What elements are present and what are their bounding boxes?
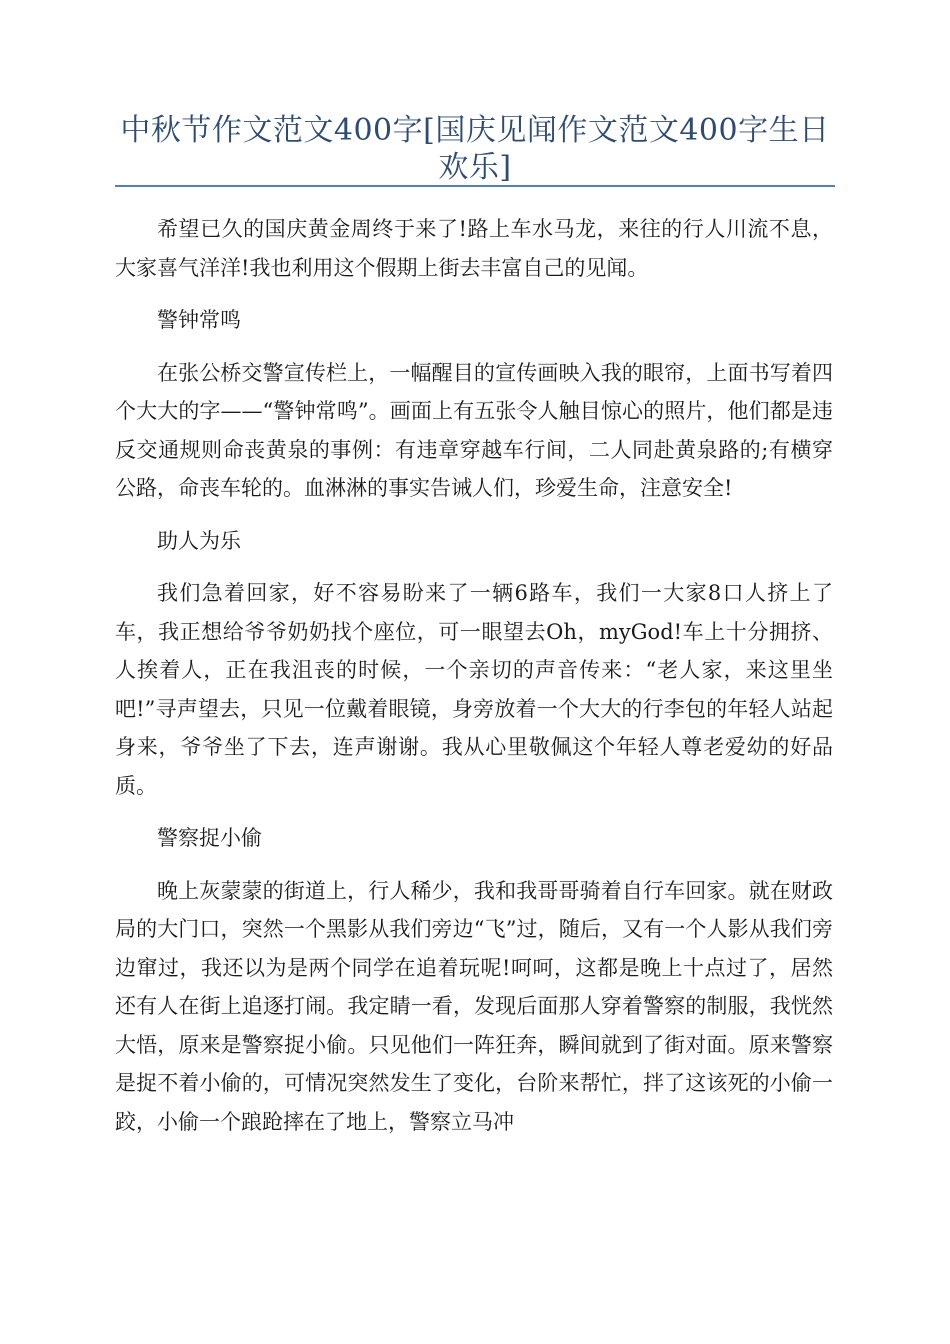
document-title: 中秋节作文范文400字[国庆见闻作文范文400字生日欢乐] [120, 113, 830, 185]
section-heading-police: 警察捉小偷 [157, 826, 262, 850]
paragraph-alarm: 在张公桥交警宣传栏上，一幅醒目的宣传画映入我的眼帘，上面书写着四个大大的字——“警钟常鸣”。画面上有五张令人触目惊心的照片，他们都是违反交通规则命丧黄泉的事例：有违章穿越车行间，二人同赴黄泉路的;有横穿公路，命丧车轮的。血淋淋的事实告诫人们，珍爱生命，注意安全! [115, 360, 833, 500]
section-heading-alarm: 警钟常鸣 [157, 308, 241, 332]
document-body [115, 210, 833, 1155]
title-underline [115, 185, 835, 187]
paragraph-intro: 希望已久的国庆黄金周终于来了!路上车水马龙，来往的行人川流不息，大家喜气洋洋!我也利用这个假期上街去丰富自己的见闻。 [115, 217, 833, 280]
paragraph-helping: 我们急着回家，好不容易盼来了一辆6路车，我们一大家8口人挤上了车，我正想给爷爷奶奶找个座位，可一眼望去Oh，myGod!车上十分拥挤、人挨着人，正在我沮丧的时候，一个亲切的声音传来：“老人家，来这里坐吧!”寻声望去，只见一位戴着眼镜，身旁放着一个大大的行李包的年轻人站起身来，爷爷坐了下去，连声谢谢。我从心里敬佩这个年轻人尊老爱幼的好品质。 [115, 581, 833, 798]
section-heading-helping: 助人为乐 [157, 528, 241, 553]
paragraph-police: 晚上灰蒙蒙的街道上，行人稀少，我和我哥哥骑着自行车回家。就在财政局的大门口，突然一个黑影从我们旁边“飞”过，随后，又有一个人影从我们旁边窜过，我还以为是两个同学在追着玩呢!呵呵，这都是晚上十点过了，居然还有人在街上追逐打闹。我定睛一看，发现后面那人穿着警察的制服，我恍然大悟，原来是警察捉小偷。只见他们一阵狂奔，瞬间就到了街对面。原来警察是捉不着小偷的，可情况突然发生了变化，台阶来帮忙，拌了这该死的小偷一跤，小偷一个踉跄摔在了地上，警察立马冲 [115, 878, 833, 1134]
